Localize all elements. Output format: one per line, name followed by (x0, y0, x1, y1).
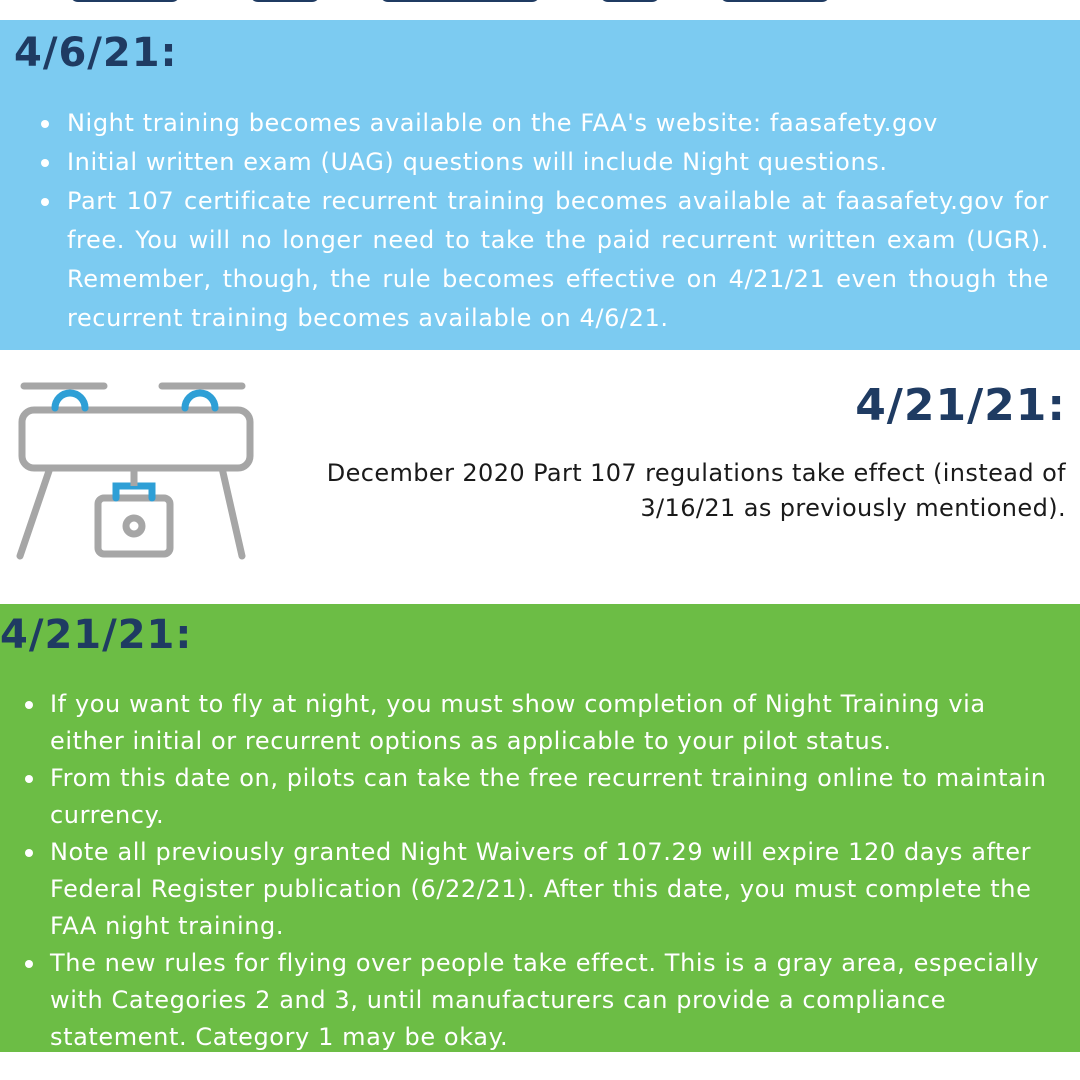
date-heading-apr-21-middle: 4/21/21: (855, 380, 1066, 431)
list-item: Note all previously granted Night Waivers of 107.29 will expire 120 days after Federal Register publication (6/22/21). After this date, you must complete the FAA night training. (50, 834, 1050, 945)
list-item: Night training becomes available on the FAA's website: faasafety.gov (67, 104, 1049, 143)
effective-date-note: December 2020 Part 107 regulations take effect (instead of 3/16/21 as previously mentioned). (326, 459, 1066, 522)
list-item: If you want to fly at night, you must show completion of Night Training via either initial or recurrent options as applicable to your pilot status. (50, 686, 1050, 760)
list-item: Part 107 certificate recurrent training becomes available at faasafety.gov for free. You will no longer need to take the paid recurrent written exam (UGR). Remember, though, the rule becomes effective on 4/21/21 even though the recurrent training becomes available on 4/6/21. (67, 182, 1049, 338)
cropped-heading-strip (0, 0, 1080, 20)
green-bullet-list (50, 686, 1050, 1056)
drone-lock-icon (12, 376, 262, 566)
list-item: Initial written exam (UAG) questions will include Night questions. (67, 143, 1049, 182)
blue-bullet-list (67, 104, 1049, 338)
list-item: The new rules for flying over people take effect. This is a gray area, especially with Categories 2 and 3, until manufacturers can provide a compliance statement. Category 1 may be okay. (50, 945, 1050, 1056)
list-item: From this date on, pilots can take the free recurrent training online to maintain currency. (50, 760, 1050, 834)
date-heading-apr-21-green: 4/21/21: (0, 612, 193, 658)
date-heading-apr-6: 4/6/21: (14, 30, 178, 76)
